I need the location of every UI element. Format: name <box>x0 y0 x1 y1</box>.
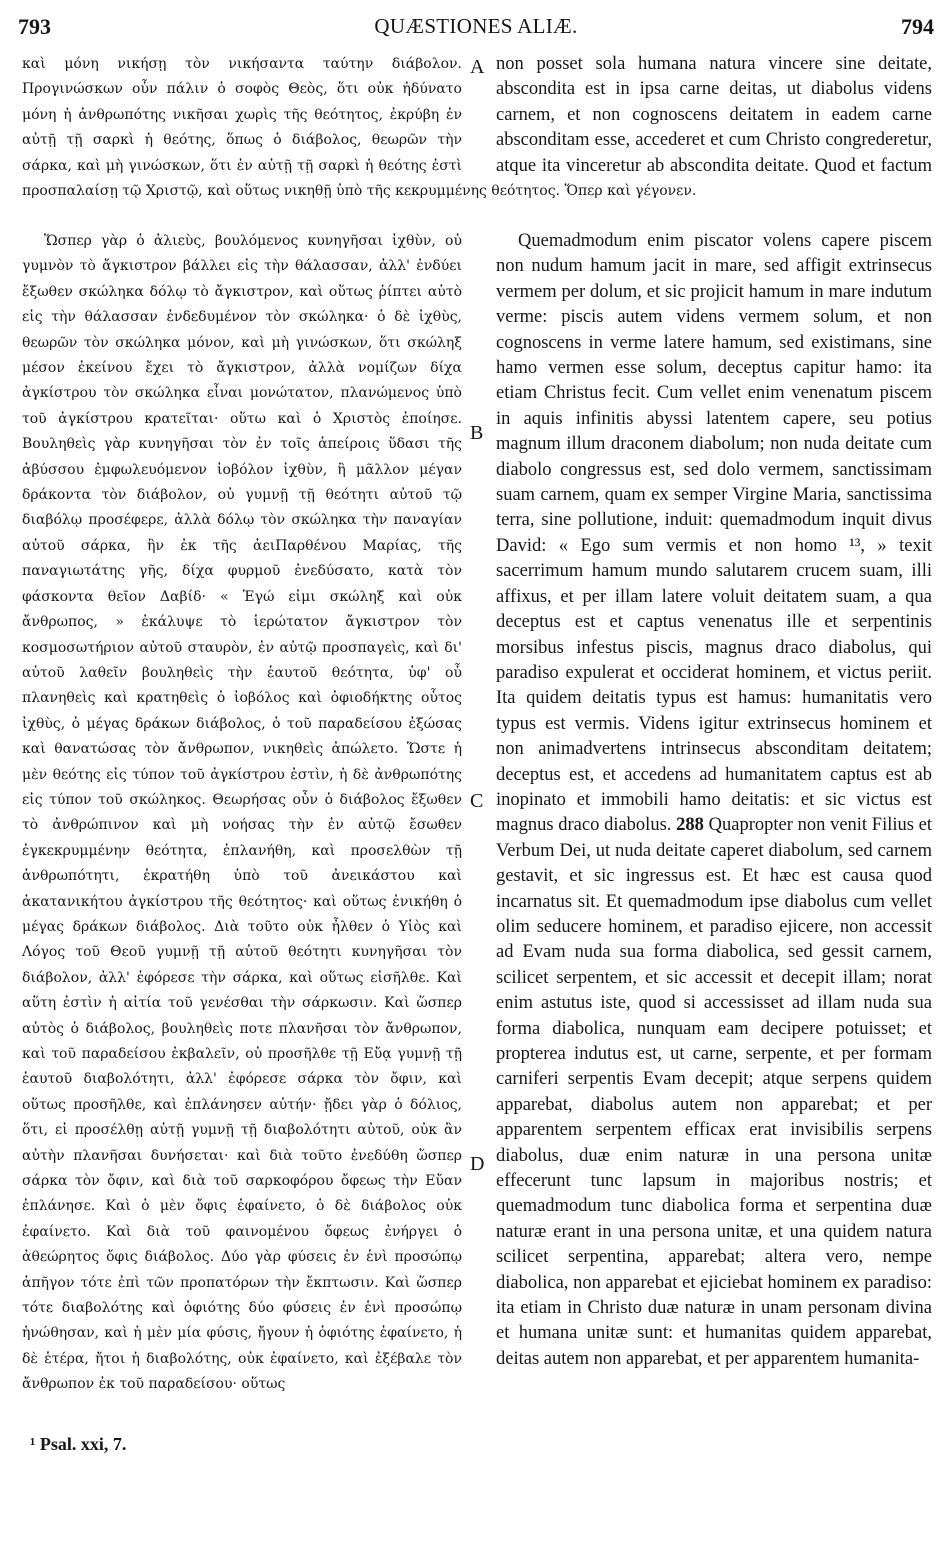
latin-column <box>496 52 932 1372</box>
margin-marker-c: C <box>470 790 484 812</box>
greek-column <box>22 52 462 1398</box>
latin-paragraph-1: non posset sola humana natura vincere sine deitate, abscondita est in ipsa carne deitas, ut diabolus videns carnem, et non cognoscens deitatem in eadem carne absconditam esse, accederet et cum Christo congrederetur, atque ita vinceretur ab abscondita deitate. Quod et factum <box>496 54 932 176</box>
latin-paragraph-2 <box>496 229 932 1372</box>
page-number-left: 793 <box>18 14 51 39</box>
page-header <box>18 14 934 42</box>
column-number: 288 <box>676 815 704 836</box>
margin-marker-d: D <box>470 1153 485 1175</box>
running-title: QUÆSTIONES ALIÆ. <box>374 14 578 38</box>
margin-marker-a: A <box>470 56 485 78</box>
footnote-number: ¹ <box>30 1434 36 1454</box>
margin-marker-b: B <box>470 422 484 444</box>
greek-paragraph-2: Ὥσπερ γὰρ ὁ ἁλιεὺς, βουλόμενος κυνηγῆσαι ἰχθὺν, οὐ γυμνὸν τὸ ἄγκιστρον βάλλει εἰς τὴν θάλασσαν, ἀλλ' ἐνδύει ἔξωθεν σκώληκα δόλῳ τὸ ἄγκιστρον, καὶ οὕτως ῥίπτει αὐτὸ εἰς τὴν θάλασσαν ἐνδεδυμένον τὸν σκώληκα· ὁ δὲ ἰχθὺς, θεωρῶν τὸν σκώληκα μόνον, καὶ μὴ γινώσκων, ὅτι σκώληξ μέσον ἐκείνου ἔχει τὸ ἄγκιστρον, ἀλλὰ νομίζων δίχα ἀγκίστρου τὸν σκώληκα εἶναι μονώτατον, πλανώμενος ὑπὸ τοῦ ἀγκίστρου κρατεῖται· οὕτω καὶ ὁ Χριστὸς ἐποίησε. Βουληθεὶς γὰρ κυνηγῆσαι τὸν ἐν τοῖς ἀπείροις ὕδασι τῆς ἀβύσσου ἐμφωλευόμενον ἰοβόλον ἰχθὺν, ἢ μᾶλλον μέγαν δράκοντα τὸν διάβολον, οὐ γυμνῇ τῇ θεότητι αὐτοῦ τῷ διαβόλῳ προσέφερε, ἀλλὰ δόλῳ τὸν σκώληκα τὴν παναγίαν αὐτοῦ σάρκα, ἣν ἐκ τῆς ἀειΠαρθένου Μαρίας, τῆς παναγιωτάτης γῆς, δίχα φυρμοῦ ἐνεδύσατο, κατὰ τὸν φάσκοντα θεῖον Δαβίδ· « Ἐγώ εἰμι σκώληξ καὶ οὐκ ἄνθρωπος, » ἐκάλυψε τὸ ἱερώτατον ἄγκιστρον τὸν κοσμοσωτήριον αὐτοῦ σταυρὸν, ἐν αὐτῷ προσπαγεὶς, καὶ δι' αὐτοῦ λαθεῖν βουληθεὶς τὴν ἑαυτοῦ θεότητα, ὑφ' οὗ πλανηθεὶς καὶ κρατηθεὶς ὁ ἰοβόλος καὶ ὀφιοδήκτης οὗτος ἰχθὺς, ὁ μέγας δράκων διάβολος, ὁ τοῦ παραδείσου ἐξώσας καὶ θανατώσας τὸν ἄνθρωπον, νικηθεὶς ἀπώλετο. Ὥστε ἡ μὲν θεότης εἰς τύπον τοῦ ἀγκίστρου ἐστὶν, ἡ δὲ ἀνθρωπότης εἰς τύπον τοῦ σκώληκος. Θεωρήσας οὖν ὁ διάβολος ἔξωθεν τὸ ἀνθρώπινον καὶ μὴ νοήσας τὴν ἐν αὐτῷ ἔσωθεν ἐγκεκρυμμένην θεότητα, ἐπλανήθη, καὶ προσελθὼν τῇ ἀνθρωπότητι, ἐκρατήθη ὑπὸ τοῦ ἀνεικάστου καὶ ἀκατανικήτου ἀγκίστρου τῆς θεότητος· καὶ οὕτως ἐνικήθη ὁ μέγας δράκων διάβολος. Διὰ τοῦτο οὐκ ἦλθεν ὁ Υἱὸς καὶ Λόγος τοῦ Θεοῦ γυμνῇ τῇ αὐτοῦ θεότητι κυνηγῆσαι τὸν διάβολον, ἀλλ' ἐφόρεσε τὴν σάρκα, καὶ οὕτως εἰσῆλθε. Καὶ αὕτη ἐστὶν ἡ αἰτία τοῦ γενέσθαι τὴν σάρκωσιν. Καὶ ὥσπερ αὐτὸς ὁ διάβολος, βουληθεὶς ποτε πλανῆσαι τὸν ἄνθρωπον, καὶ τοῦ παραδείσου ἐκβαλεῖν, οὐ προσῆλθε τῇ Εὔᾳ γυμνῇ τῇ ἑαυτοῦ διαβολότητι, ἀλλ' ἐφόρεσε σάρκα τὸν ὄφιν, καὶ οὕτως προσῆλθε, καὶ ἐπλάνησεν αὐτήν· ᾔδει γὰρ ὁ δόλιος, ὅτι, εἰ προσέλθῃ αὐτῇ γυμνῇ τῇ διαβολότητι αὐτοῦ, οὐκ ἂν αὐτὴν πλανῆσαι δυνήσεται· καὶ διὰ τοῦτο ἐνεδύθη ὥσπερ σάρκα τὸν ὄφιν, καὶ διὰ τοῦ σαρκοφόρου ὄφεως τὴν Εὔαν ἐπλάνησε. Καὶ ὁ μὲν ὄφις ἐφαίνετο, ὁ δὲ διάβολος οὐκ ἐφαίνετο. Καὶ διὰ τοῦ φαινομένου ὄφεως ἐνήργει ὁ ἀθεώρητος ὄφις διάβολος. Δύο γὰρ φύσεις ἐν ἑνὶ προσώπῳ ἀπῆγον τότε ἐπὶ τῶν προπατόρων τὴν ἔκπτωσιν. Καὶ ὥσπερ τότε διαβολότης καὶ ὀφιότης δύο φύσεις ἐν ἑνὶ προσώπῳ ἡνώθησαν, καὶ ἡ μὲν μία φύσις, ἤγουν ἡ ὀφιότης ἐφαίνετο, ἡ δὲ ἑτέρα, ἤτοι ἡ διαβολότης, οὐκ ἐφαίνετο, καὶ ἐξέβαλε τὸν ἄνθρωπον ἐκ τοῦ παραδείσου· οὕτως <box>22 233 462 1393</box>
footnote <box>30 1434 126 1455</box>
footnote-text: Psal. xxi, 7. <box>39 1434 127 1454</box>
page-number-right: 794 <box>901 14 934 39</box>
greek-paragraph-1: καὶ μόνη νικήσῃ τὸν νικήσαντα ταύτην διάβολον. Προγινώσκων οὖν πάλιν ὁ σοφὸς Θεὸς, ὅτι οὐκ ἠδύνατο μόνη ἡ ἀνθρωπότης νικῆσαι χωρὶς τῆς θεότητος, ἐκρύβη ἐν αὐτῇ τῇ σαρκὶ ἡ θεότης, ὅπως ὁ διάβολος, θεωρῶν τὴν σάρκα, καὶ μὴ γινώσκων, ὅτι ἐν αὐτῇ τῇ σαρκὶ ἡ θεότης ἐστὶ <box>22 56 462 174</box>
greek-full-width-line: προσπαλαίσῃ τῷ Χριστῷ, καὶ οὕτως νικηθῇ ὑπὸ τῆς κεκρυμμένης θεότητος. Ὅπερ καὶ γέγονεν. <box>22 183 697 199</box>
latin-paragraph-2-part-2: Quapropter non venit Filius et Verbum Dei, ut nuda deitate caperet diabolum, sed carnem gestavit, et sic ingressus est. Et hæc est causa quod incarnatus sit. Et quemadmodum ipse diabolus cum vellet olim seducere hominem, et paradiso ejicere, non accessit ad Evam nuda sua forma diabolica, sed gessit carnem, scilicet serpentem, et sic accessit et decepit illam; norat enim astutus iste, quod si accessisset ad illam nuda sua forma diabolica, nunquam eam decipere potuisset; et propterea indutus est, ut carne, serpente, et per formam carniferi serpentis Evam decepit; atque serpens quidem apparebat, diabolus autem non apparebat; et per apparentem serpentem efficax erat invisibilis serpens diabolus, duæ enim naturæ in una persona unitæ effecerunt tunc lapsum in majoribus nostris; et quemadmodum tunc diabolica forma et serpentina duæ naturæ erant in una persona unitæ, et una quidem natura scilicet serpentina, apparebat; altera vero, nempe diabolica, non apparebat et ejiciebat hominem ex paradiso: ita etiam in Christo duæ naturæ in unam personam divina et humana unitæ sunt: et humanitas quidem apparebat, deitas autem non apparebat, et per apparentem humanita- <box>496 815 933 1369</box>
latin-paragraph-2-part-1: Quemadmodum enim piscator volens capere piscem non nudum hamum jacit in mare, sed affigit extrinsecus vermem per dolum, et sic projicit hamum in mare indutum verme: piscis autem videns vermem solum, et non cognoscens in verme latere hamum, sed existimans, sine hamo vermen esse solum, deceptus capitur hamo: ita etiam Christus fecit. Cum vellet enim venenatum piscem in aquis infinitis abyssi latentem capere, seu potius magnum illum draconem diabolum; non nuda deitate cum diabolo congressus est, sed dolo vermem, sanctissimam suam carnem, quam ex semper Virgine Maria, sanctissima terra, sine pollutione, induit: quemadmodum inquit divus David: « Ego sum vermis et non homo ¹³, » texit sacerrimum hamum mundo salutarem crucem suam, illi affixus, et per illam latere voluit deitatem suam, a qua deceptus est et captus venenatus ille et serpentinis morsibus infestus piscis, magnus draco diabolus, qui paradiso expulerat et occiderat hominem, et victus periit. Ita quidem deitatis typus est hamus: humanitatis vero typus est vermis. Videns igitur extrinsecus hominem et non animadvertens intrinsecus absconditam deitatem; deceptus est, et accedens ad humanitatem captus est ab inopinato et immobili hamo deitatis: et sic victus est magnus draco diabolus. <box>496 231 932 836</box>
